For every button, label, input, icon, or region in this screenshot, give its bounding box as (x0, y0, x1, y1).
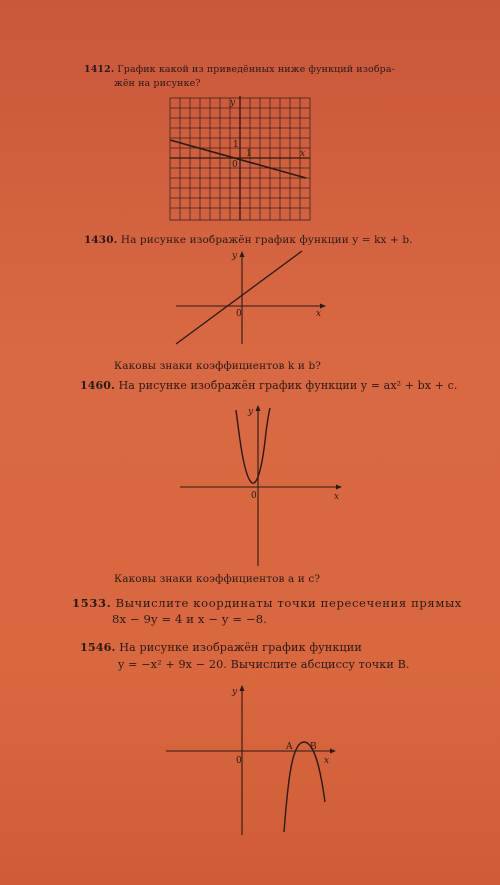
tick-y-label: 1 (233, 140, 239, 150)
figure-1546-parabola-graph (160, 680, 340, 840)
tick-x-label: 1 (246, 149, 252, 159)
problem-text: На рисунке изображён график функции (119, 641, 362, 654)
problem-number: 1430. (84, 234, 118, 246)
problem-1430-line1 (84, 234, 413, 247)
origin-label: 0 (236, 756, 242, 766)
function-line (176, 251, 302, 344)
problem-1533-line1 (72, 597, 462, 610)
problem-1533-line2: 8x − 9y = 4 и x − y = −8. (112, 612, 268, 626)
axes (166, 685, 336, 835)
axis-y-label: y (232, 687, 238, 697)
axis-x-label: x (300, 149, 306, 159)
problem-1460-line1 (80, 379, 457, 392)
axes (176, 251, 326, 344)
problem-1460-question: Каковы знаки коэффициентов a и c? (114, 573, 321, 585)
axis-x-label: x (324, 756, 330, 766)
point-b-label: B (310, 742, 317, 752)
figure-1412-grid-graph (160, 92, 315, 224)
axis-y-label: y (248, 407, 254, 417)
problem-text: Вычислите координаты точки пересечения прямых (115, 596, 462, 610)
problem-1412-line1 (84, 63, 395, 76)
point-a-label: A (286, 742, 293, 752)
problem-text: На рисунке изображён график функции y = ax² + bx + c. (118, 379, 458, 392)
parabola-curve (284, 742, 325, 832)
figure-1430-linear-graph (170, 248, 330, 348)
problem-number: 1533. (72, 596, 112, 610)
problem-1412-line2: жён на рисунке? (114, 78, 201, 89)
axis-x-label: x (334, 492, 340, 502)
origin-label: 0 (251, 491, 257, 501)
axes (180, 405, 342, 566)
problem-number: 1460. (80, 379, 115, 392)
axes (170, 96, 310, 220)
problem-number: 1412. (84, 64, 115, 75)
problem-text: На рисунке изображён график функции y = kx + b. (120, 234, 413, 246)
origin-label: 0 (232, 160, 238, 170)
problem-number: 1546. (80, 640, 116, 654)
problem-1546-line2: y = −x² + 9x − 20. Вычислите абсциссу точки B. (118, 658, 410, 671)
parabola-curve (236, 408, 270, 483)
axis-y-label: y (232, 251, 238, 261)
axis-y-label: y (230, 98, 236, 108)
problem-1546-line1 (80, 641, 362, 654)
problem-1430-question: Каковы знаки коэффициентов k и b? (114, 360, 321, 372)
figure-1460-parabola-graph (176, 402, 346, 568)
origin-label: 0 (236, 309, 242, 319)
problem-text: График какой из приведённых ниже функций изобра- (117, 64, 395, 75)
axis-x-label: x (316, 309, 322, 319)
